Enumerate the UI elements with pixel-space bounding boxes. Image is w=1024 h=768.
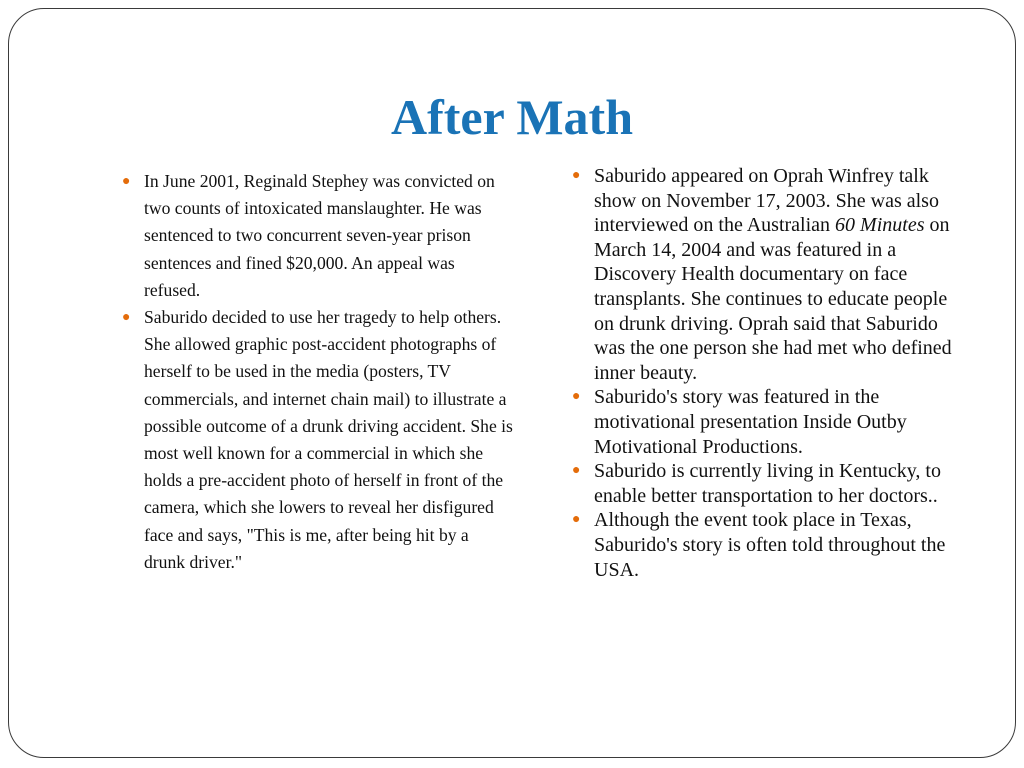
list-item-text: Saburido is currently living in Kentucky, to enable better transportation to her doctors.. — [594, 460, 941, 507]
left-bullet-list — [122, 168, 514, 576]
list-item-text: Saburido appeared on Oprah Winfrey talk show on November 17, 2003. She was also interviewed on the Australian — [594, 165, 939, 237]
list-item-text: on March 14, 2004 and was featured in a Discovery Health documentary on face transplants. She continues to educate people on drunk driving. Oprah said that Saburido was the one person she had met who defined inner beauty. — [594, 214, 952, 384]
bullet-dot-icon: ● — [572, 168, 581, 183]
list-item — [572, 508, 964, 582]
list-item-text: Saburido decided to use her tragedy to help others. She allowed graphic post-accident photographs of herself to be used in the media (posters, TV commercials, and internet chain mail) to illustrate a possible outcome of a drunk driving accident. She is most well known for a commercial in which she holds a pre-accident photo of herself in front of the camera, which she lowers to reveal her disfigured face and says, "This is me, after being hit by a drunk driver." — [144, 307, 513, 572]
list-item — [122, 168, 514, 304]
list-item — [572, 164, 964, 385]
list-item — [572, 459, 964, 508]
list-item-text: In June 2001, Reginald Stephey was convicted on two counts of intoxicated manslaughter. He was sentenced to two concurrent seven-year prison sentences and fined $20,000. An appeal was refused. — [144, 171, 495, 300]
bullet-dot-icon: ● — [572, 512, 581, 528]
list-item-text: Although the event took place in Texas, Saburido's story is often told throughout the USA. — [594, 509, 946, 581]
bullet-dot-icon: ● — [122, 310, 131, 326]
program-title: 60 Minutes — [835, 214, 925, 237]
bullet-dot-icon: ● — [122, 174, 131, 189]
slide-title: After Math — [390, 89, 634, 145]
right-bullet-list — [572, 164, 964, 582]
list-item — [122, 304, 514, 576]
list-item — [572, 385, 964, 459]
bullet-dot-icon: ● — [572, 463, 581, 479]
list-item-text: Saburido's story was featured in the motivational presentation Inside Outby Motivational Productions. — [594, 386, 907, 458]
bullet-dot-icon: ● — [572, 389, 581, 405]
